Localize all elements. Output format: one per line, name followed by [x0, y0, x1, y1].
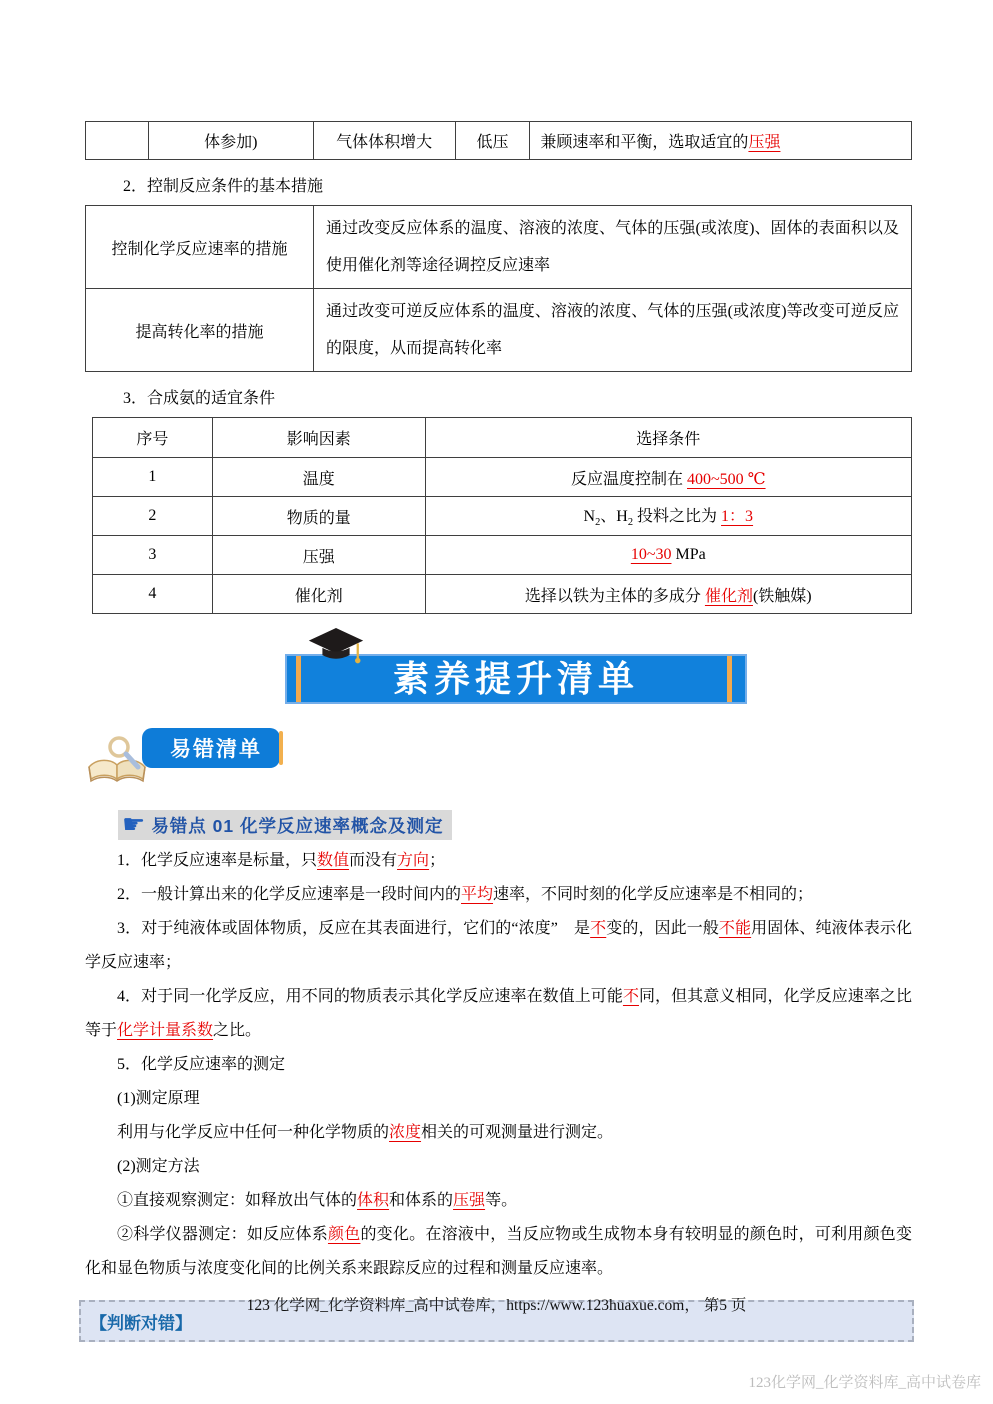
cell-condition: 10~30 MPa — [425, 536, 911, 575]
section-banner-wrap — [85, 634, 912, 706]
cell-no: 3 — [93, 536, 213, 575]
cell-condition: 反应温度控制在 400~500 ℃ — [425, 458, 911, 497]
banner-title: 素养提升清单 — [392, 658, 639, 699]
banner-stripe-right — [727, 656, 732, 702]
cell-condition: $N_2$、$H_2$ 投料之比为 1：3 — [425, 497, 911, 536]
table-row — [86, 289, 912, 372]
graduation-cap-icon — [307, 625, 365, 674]
measure-method-2: ②科学仪器测定：如反应体系颜色的变化。在溶液中，当反应物或生成物本身有较明显的颜色时，可利用颜色变化和显色物质与浓度变化间的比例关系来跟踪反应的过程和测量反应速率。 — [85, 1226, 912, 1277]
cell-no: 1 — [93, 458, 213, 497]
table-header-row — [93, 418, 912, 458]
point-2: 2．一般计算出来的化学反应速率是一段时间内的平均速率，不同时刻的化学反应速率是不相同的； — [117, 886, 814, 903]
cell-condition: 选择以铁为主体的多成分 催化剂(铁触媒) — [425, 575, 911, 614]
mistake-list-ribbon — [142, 728, 280, 768]
cell-measure-label: 提高转化率的措施 — [86, 289, 314, 372]
section-heading-3: 3．合成氨的适宜条件 — [123, 390, 276, 407]
header-condition: 选择条件 — [425, 418, 911, 458]
page-footer: 123 化学网_化学资料库_高中试卷库，https://www.123huaxue.com， 第5 页 — [246, 1297, 747, 1314]
mistake-heading-title: 易错点 01 化学反应速率概念及测定 — [151, 815, 444, 836]
table-row — [93, 536, 912, 575]
control-measures-table — [85, 205, 912, 372]
measure-principle-label: (1)测定原理 — [117, 1090, 200, 1107]
measure-principle-text: 利用与化学反应中任何一种化学物质的浓度相关的可观测量进行测定。 — [117, 1124, 614, 1141]
measure-method-1: ①直接观察测定：如释放出气体的体积和体系的压强等。 — [117, 1192, 518, 1209]
pointing-hand-icon: ☛ — [122, 810, 146, 840]
cell-condition-note: 兼顾速率和平衡，选取适宜的压强 — [530, 122, 912, 160]
cell-factor: 物质的量 — [212, 497, 425, 536]
header-factor: 影响因素 — [212, 418, 425, 458]
cell-no: 4 — [93, 575, 213, 614]
table-row — [86, 206, 912, 289]
ribbon-edge-stripe — [279, 731, 283, 765]
point-3: 3．对于纯液体或固体物质，反应在其表面进行，它们的“浓度” 是不变的，因此一般不能用固体、纯液体表示化学反应速率； — [85, 920, 912, 971]
banner-stripe-left — [296, 656, 301, 702]
page-content — [85, 121, 912, 1342]
cell-measure-desc: 通过改变可逆反应体系的温度、溶液的浓度、气体的压强(或浓度)等改变可逆反应的限度，从而提高转化率 — [314, 289, 912, 372]
table-row — [93, 497, 912, 536]
cell-volume-change: 气体体积增大 — [313, 122, 455, 160]
mistake-list-ribbon-wrap — [85, 728, 912, 780]
book-magnifier-icon — [85, 734, 151, 791]
cell-factor: 催化剂 — [212, 575, 425, 614]
table-row — [93, 458, 912, 497]
cell-measure-desc: 通过改变反应体系的温度、溶液的浓度、气体的压强(或浓度)、固体的表面积以及使用催化剂等途径调控反应速率 — [314, 206, 912, 289]
mistake-heading-line — [118, 810, 912, 840]
measure-method-label: (2)测定方法 — [117, 1158, 200, 1175]
cell-factor: 温度 — [212, 458, 425, 497]
judge-box-label: 【判断对错】 — [90, 1313, 192, 1333]
cell-no: 2 — [93, 497, 213, 536]
ribbon-title: 易错清单 — [170, 738, 262, 761]
pressure-condition-table — [85, 121, 912, 160]
table-row — [86, 122, 912, 160]
header-no: 序号 — [93, 418, 213, 458]
point-5: 5．化学反应速率的测定 — [117, 1056, 286, 1073]
empty-cell — [86, 122, 149, 160]
cell-factor: 压强 — [212, 536, 425, 575]
mistake-heading-box — [118, 810, 452, 840]
table-row — [93, 575, 912, 614]
point-4: 4．对于同一化学反应，用不同的物质表示其化学反应速率在数值上可能不同，但其意义相同，化学反应速率之比等于化学计量系数之比。 — [85, 988, 912, 1039]
watermark: 123化学网_化学资料库_高中试卷库 — [748, 1375, 981, 1391]
mistake-points — [85, 844, 912, 1286]
ammonia-conditions-table — [92, 417, 912, 614]
point-1: 1．化学反应速率是标量，只数值而没有方向； — [117, 852, 446, 869]
cell-reaction-type: 体参加) — [148, 122, 313, 160]
cell-low-pressure: 低压 — [455, 122, 530, 160]
section-heading-2: 2．控制反应条件的基本措施 — [123, 178, 324, 195]
cell-measure-label: 控制化学反应速率的措施 — [86, 206, 314, 289]
